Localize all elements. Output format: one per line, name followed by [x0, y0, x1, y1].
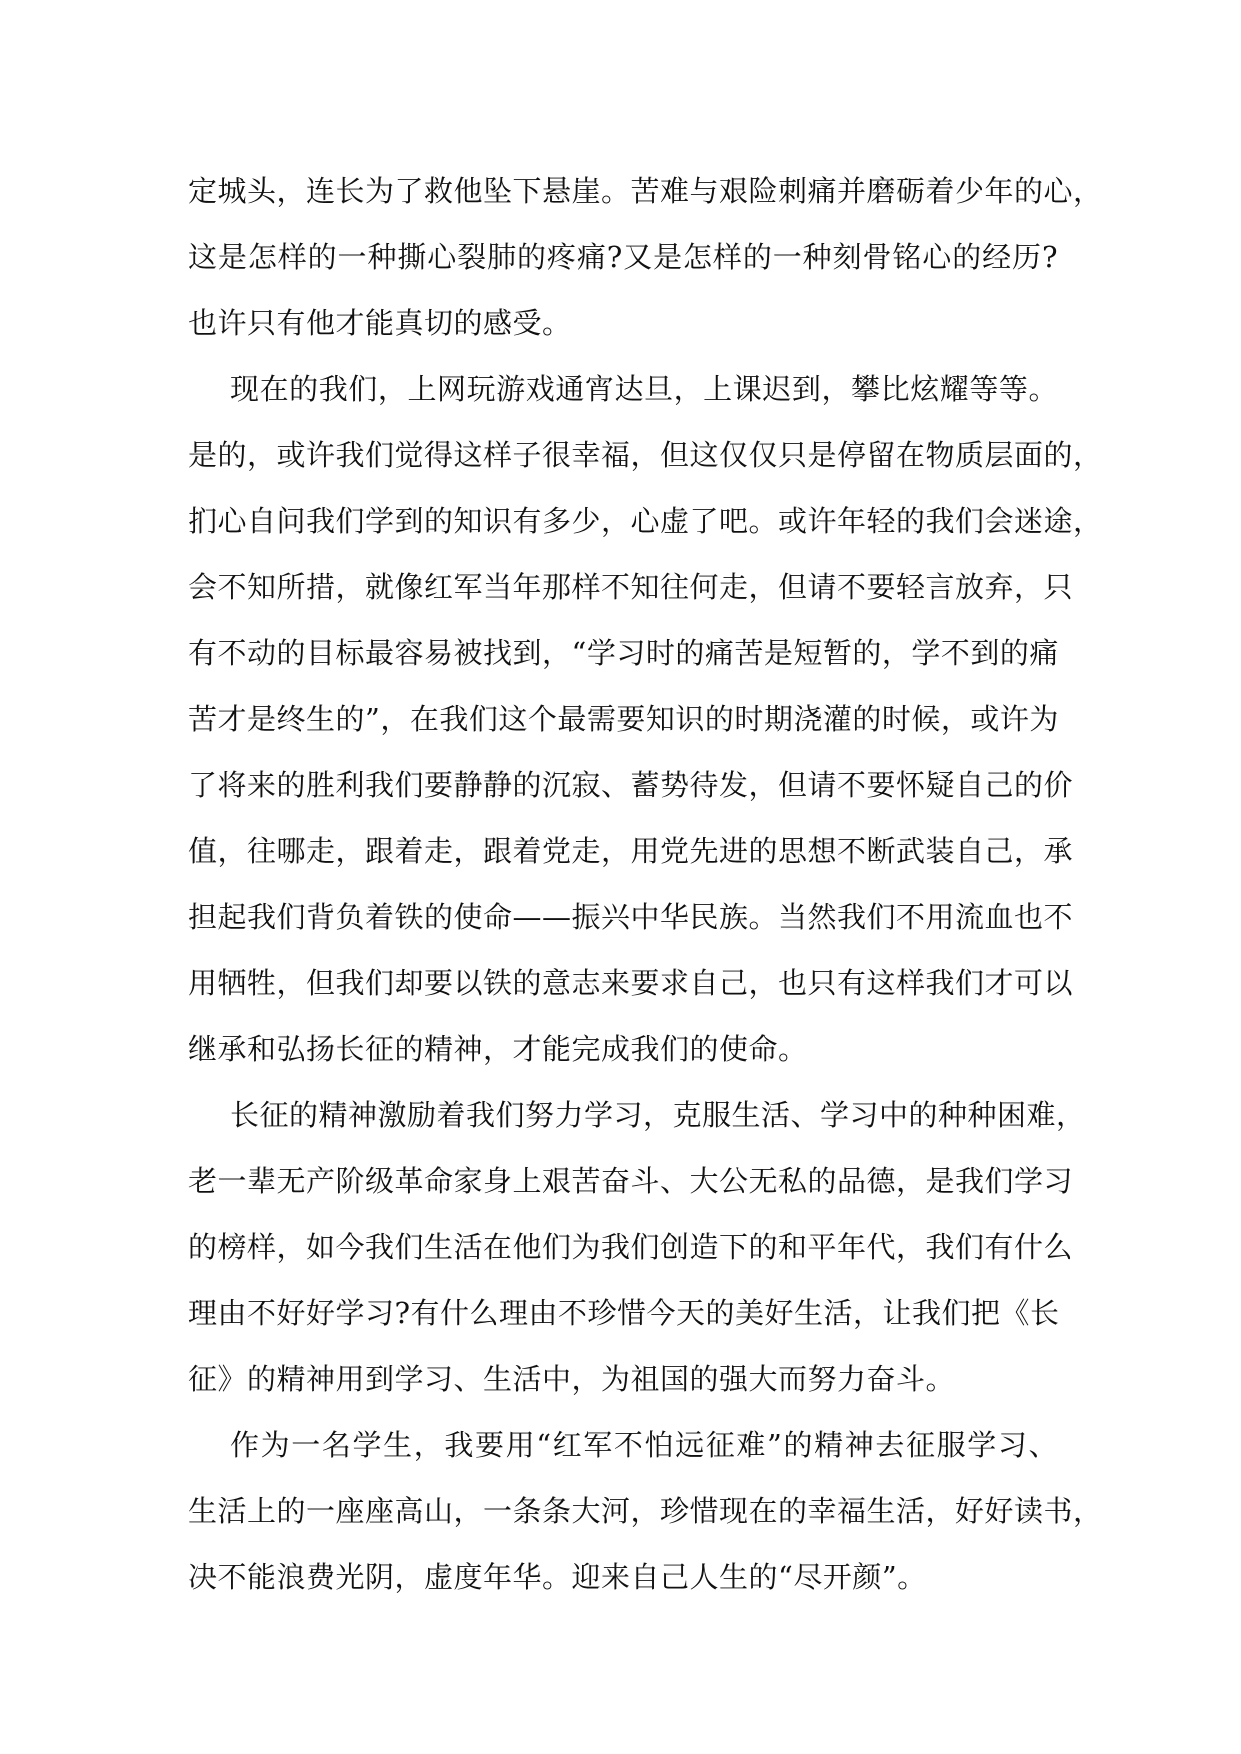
text-line: 这是怎样的一种撕心裂肺的疼痛?又是怎样的一种刻骨铭心的经历? — [188, 240, 1058, 274]
text-line: 了将来的胜利我们要静静的沉寂、蓄势待发，但请不要怀疑自己的价 — [188, 768, 1074, 802]
text-line: 理由不好好学习?有什么理由不珍惜今天的美好生活，让我们把《长 — [188, 1296, 1060, 1330]
text-line: 值，往哪走，跟着走，跟着党走，用党先进的思想不断武装自己，承 — [188, 834, 1074, 868]
paragraph-first-line: 长征的精神激励着我们努力学习，克服生活、学习中的种种困难， — [230, 1098, 1086, 1132]
paragraph-first-line: 现在的我们，上网玩游戏通宵达旦，上课迟到，攀比炫耀等等。 — [230, 372, 1058, 406]
text-line: 继承和弘扬长征的精神，才能完成我们的使命。 — [188, 1032, 808, 1066]
text-line: 担起我们背负着铁的使命——振兴中华民族。当然我们不用流血也不 — [188, 900, 1074, 934]
text-line: 也许只有他才能真切的感受。 — [188, 306, 572, 340]
text-line: 扪心自问我们学到的知识有多少，心虚了吧。或许年轻的我们会迷途， — [188, 504, 1103, 538]
text-line: 苦才是终生的”，在我们这个最需要知识的时期浇灌的时候，或许为 — [188, 702, 1059, 736]
text-line: 定城头，连长为了救他坠下悬崖。苦难与艰险刺痛并磨砺着少年的心， — [188, 174, 1103, 208]
document-body — [188, 158, 1103, 1610]
text-line: 老一辈无产阶级革命家身上艰苦奋斗、大公无私的品德，是我们学习 — [188, 1164, 1074, 1198]
text-line: 生活上的一座座高山，一条条大河，珍惜现在的幸福生活，好好读书， — [188, 1494, 1103, 1528]
text-line: 是的，或许我们觉得这样子很幸福，但这仅仅只是停留在物质层面的， — [188, 438, 1103, 472]
paragraph-first-line: 作为一名学生，我要用“红军不怕远征难”的精神去征服学习、 — [230, 1428, 1058, 1462]
text-line: 的榜样，如今我们生活在他们为我们创造下的和平年代，我们有什么 — [188, 1230, 1074, 1264]
text-line: 用牺牲，但我们却要以铁的意志来要求自己，也只有这样我们才可以 — [188, 966, 1074, 1000]
text-line: 会不知所措，就像红军当年那样不知往何走，但请不要轻言放弃，只 — [188, 570, 1074, 604]
text-line: 有不动的目标最容易被找到，“学习时的痛苦是短暂的，学不到的痛 — [188, 636, 1059, 670]
text-line: 决不能浪费光阴，虚度年华。迎来自己人生的“尽开颜”。 — [188, 1560, 927, 1594]
text-line: 征》的精神用到学习、生活中，为祖国的强大而努力奋斗。 — [188, 1362, 956, 1396]
